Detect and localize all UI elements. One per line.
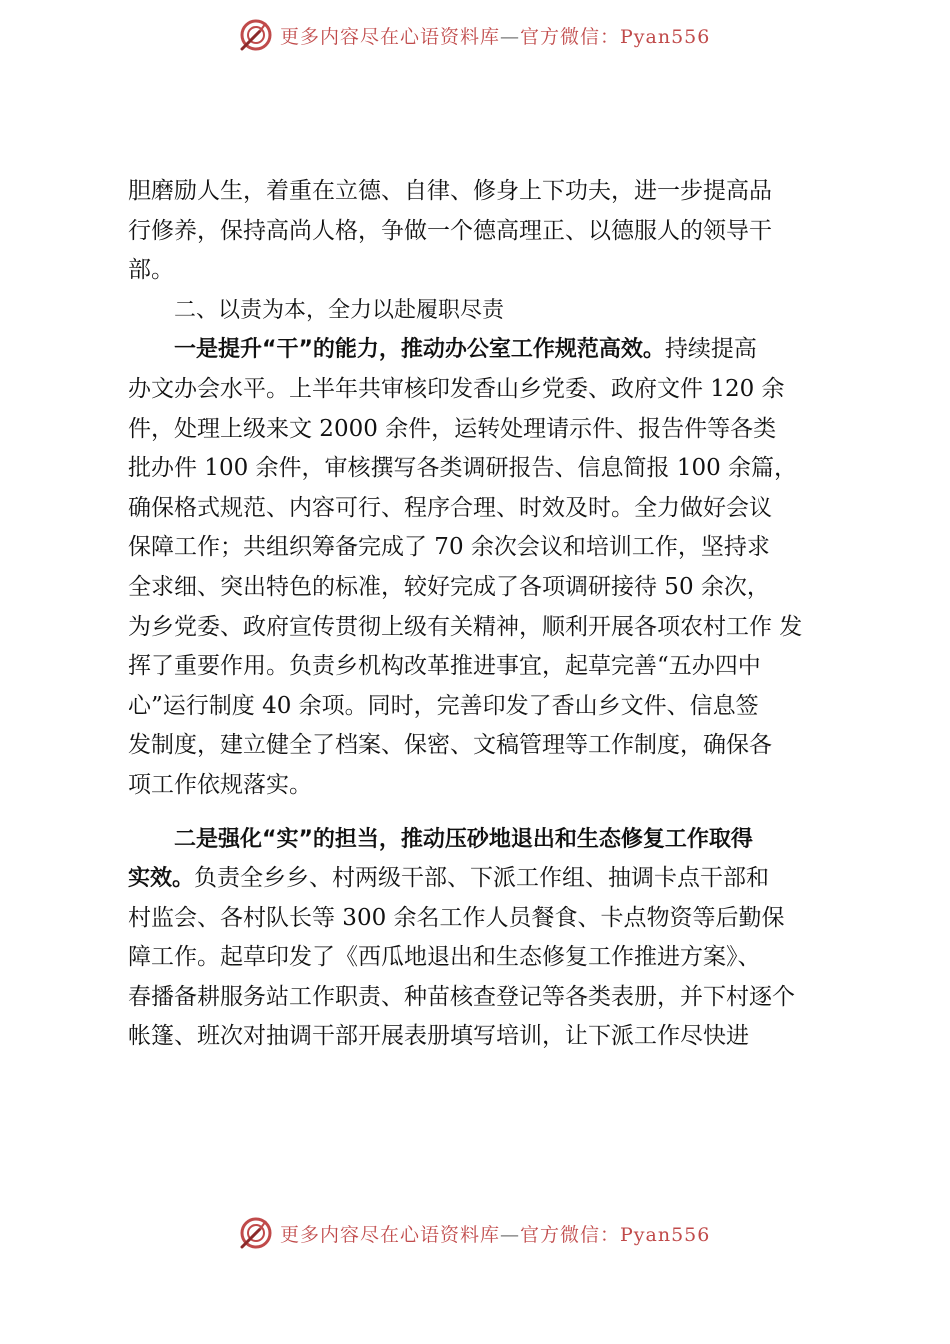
text-line: 确保格式规范、内容可行、程序合理、时效及时。全力做好会议: [128, 494, 772, 521]
text-line: 部。: [128, 257, 174, 284]
watermark-text: 更多内容尽在心语资料库—官方微信：Pyan556: [280, 25, 711, 48]
text-line: 胆磨励人生，着重在立德、自律、修身上下功夫，进一步提高品: [128, 178, 772, 204]
logo-icon: [236, 1213, 276, 1253]
logo-icon: [236, 15, 276, 55]
bold-lead: 实效。: [128, 866, 195, 892]
text-line: 全求细、突出特色的标准，较好完成了各项调研接待 50 余次，: [128, 573, 770, 600]
paragraph-first-line: 一是提升“干”的能力，推动办公室工作规范高效。持续提高: [174, 336, 757, 363]
text-line: 发制度，建立健全了档案、保密、文稿管理等工作制度，确保各: [128, 732, 772, 759]
text-line: 项工作依规落实。: [128, 771, 312, 798]
text-line: 心”运行制度 40 余项。同时，完善印发了香山乡文件、信息签: [128, 692, 759, 719]
watermark-header: [236, 14, 710, 56]
text-line: 春播备耕服务站工作职责、种苗核查登记等各类表册，并下村逐个: [128, 983, 795, 1010]
text-line: 村监会、各村队长等 300 余名工作人员餐食、卡点物资等后勤保: [128, 904, 785, 931]
bold-lead: 一是提升“干”的能力，推动办公室工作规范高效。: [174, 337, 665, 363]
watermark-text: 更多内容尽在心语资料库—官方微信：Pyan556: [280, 1223, 711, 1246]
text-line: 为乡党委、政府宣传贯彻上级有关精神，顺利开展各项农村工作 发: [128, 613, 803, 640]
document-body: [128, 172, 840, 1057]
section-heading: 二、以责为本，全力以赴履职尽责: [174, 297, 505, 323]
text-line: 保障工作；共组织筹备完成了 70 余次会议和培训工作，坚持求: [128, 534, 770, 561]
text-line: 挥了重要作用。负责乡机构改革推进事宜，起草完善“五办四中: [128, 653, 761, 680]
text-line: 帐篷、班次对抽调干部开展表册填写培训，让下派工作尽快进: [128, 1023, 749, 1050]
text-line: 障工作。起草印发了《西瓜地退出和生态修复工作推进方案》、: [128, 944, 761, 971]
text-line: 批办件 100 余件，审核撰写各类调研报告、信息简报 100 余篇，: [128, 455, 798, 482]
text-line: 办文办会水平。上半年共审核印发香山乡党委、政府文件 120 余: [128, 375, 785, 402]
watermark-footer: [236, 1212, 710, 1254]
paragraph-first-line: 实效。负责全乡乡、村两级干部、下派工作组、抽调卡点干部和: [128, 865, 770, 892]
text-line: 行修养，保持高尚人格，争做一个德高理正、以德服人的领导干: [128, 217, 772, 244]
bold-lead: 二是强化“实”的担当，推动压砂地退出和生态修复工作取得: [174, 826, 753, 852]
text-line: 件，处理上级来文 2000 余件，运转处理请示件、报告件等各类: [128, 415, 777, 442]
